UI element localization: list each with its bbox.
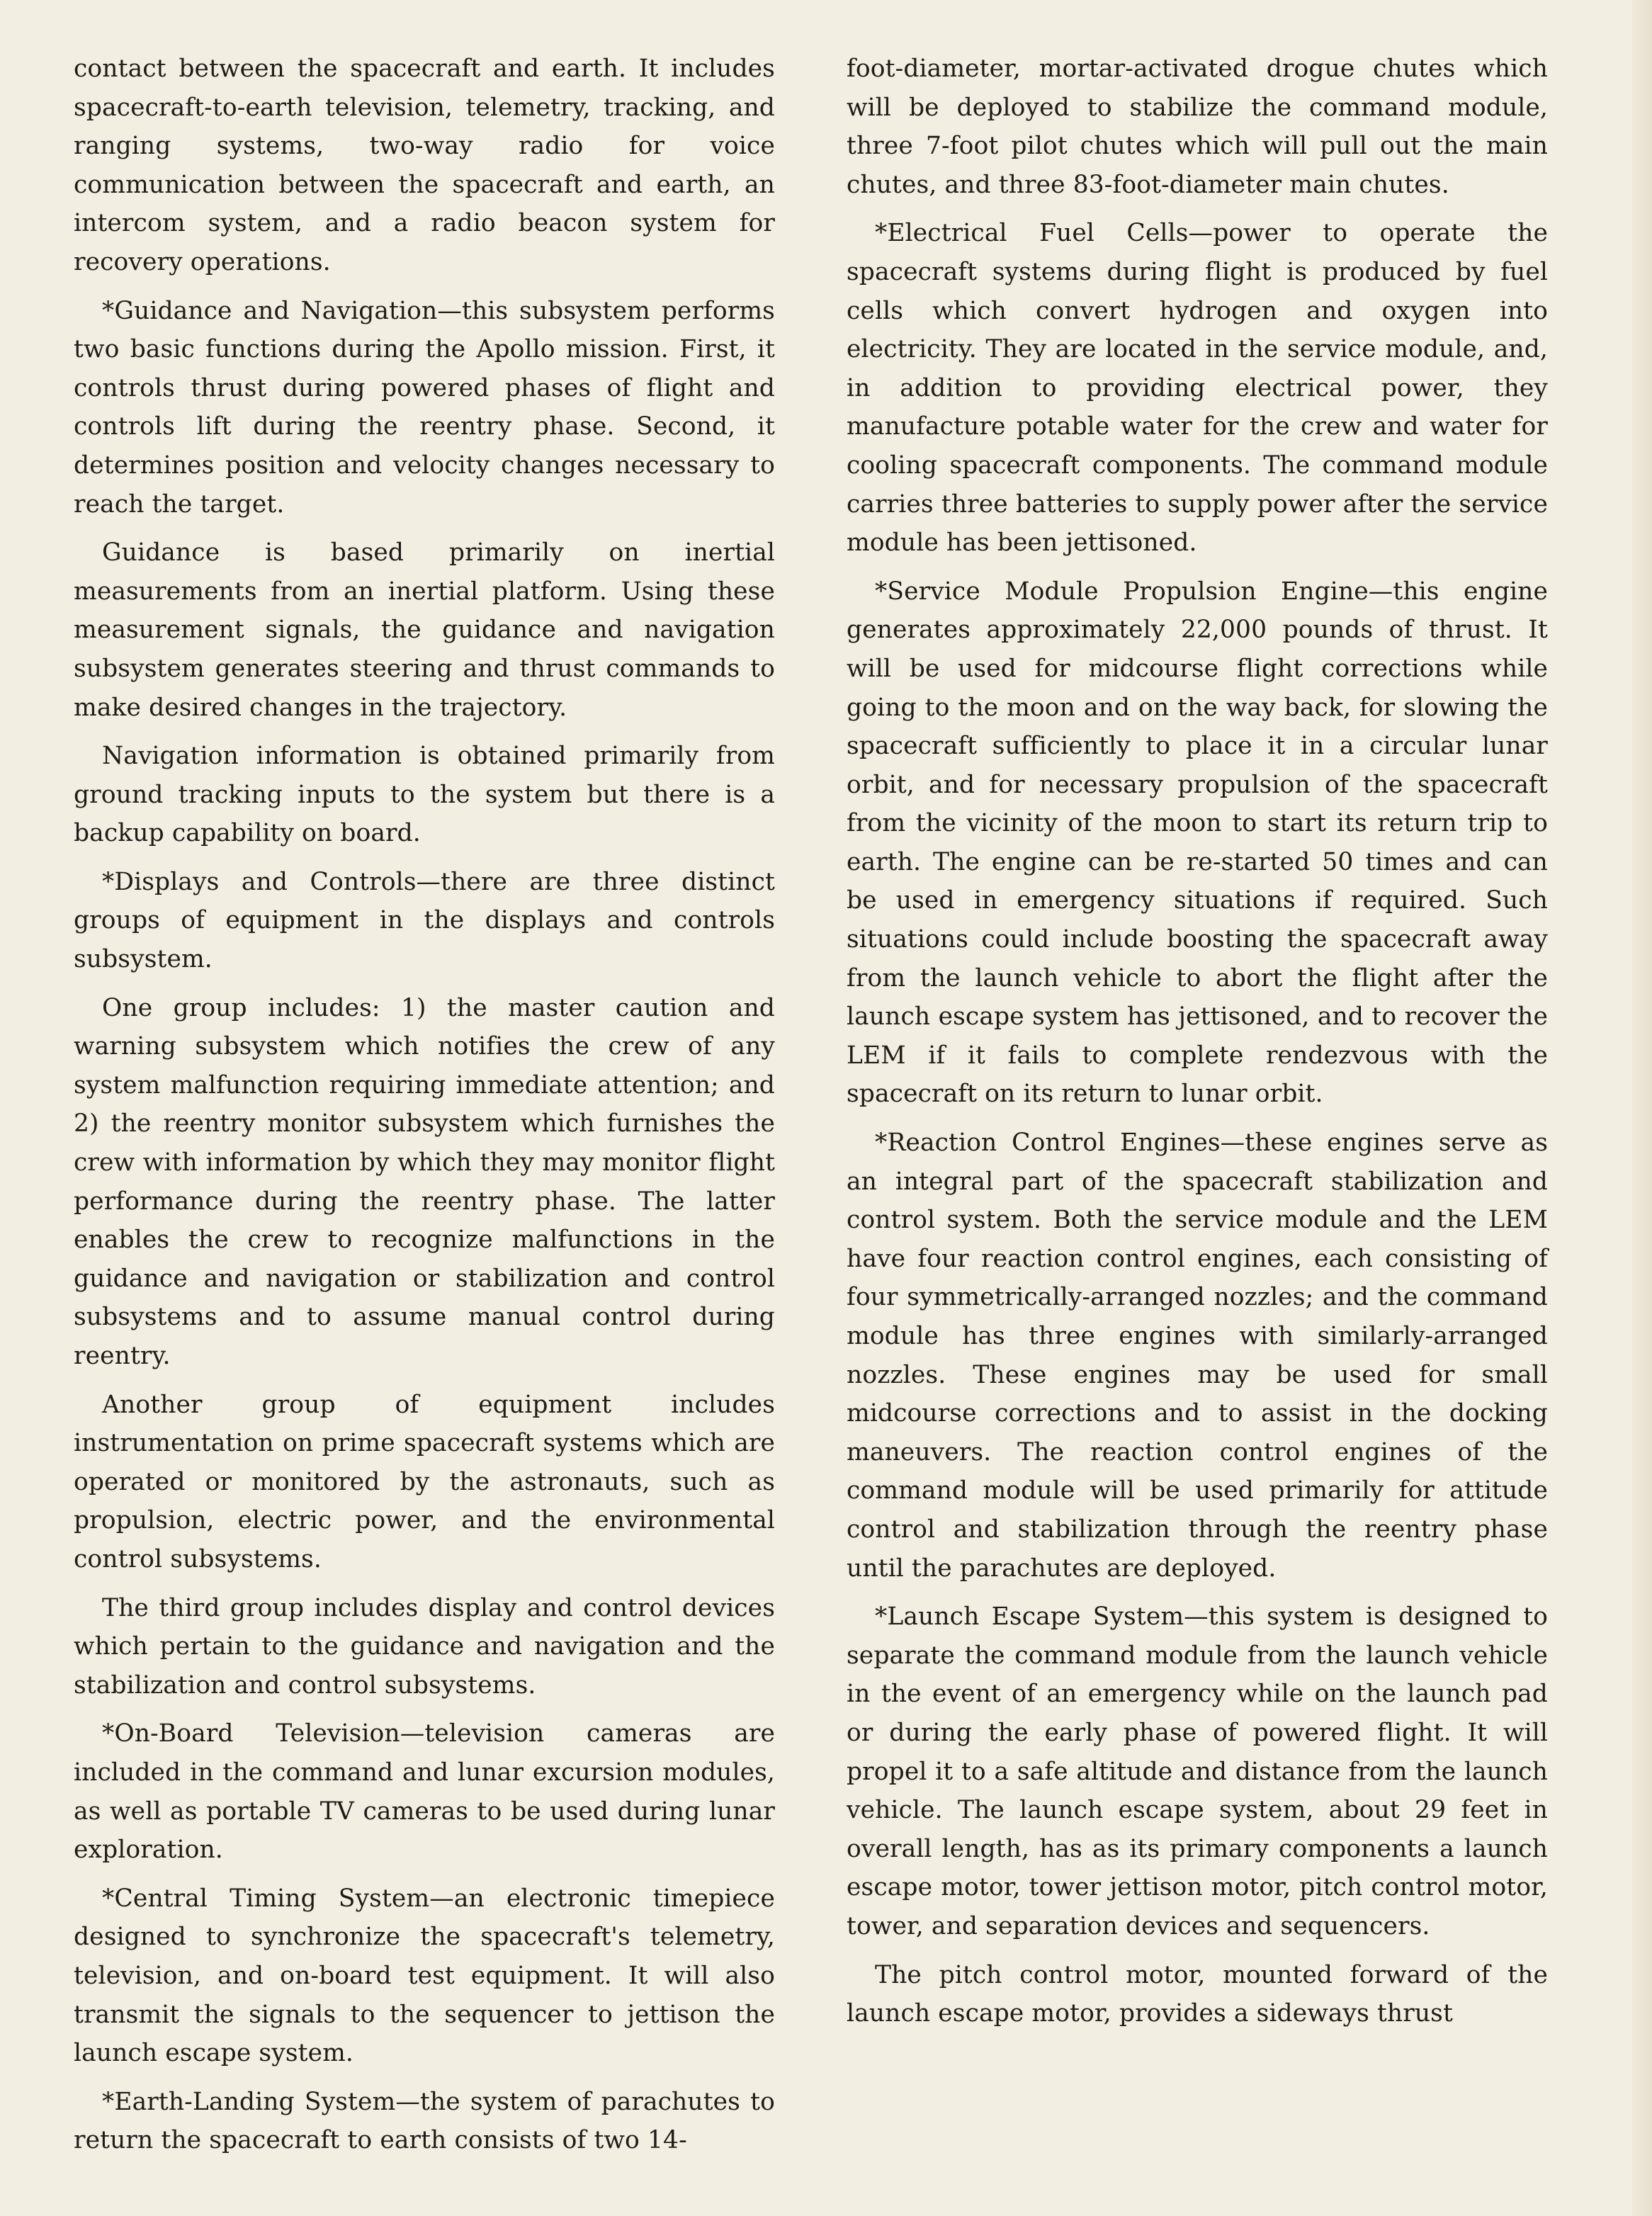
left-column bbox=[74, 50, 775, 2170]
paragraph-displays-controls: *Displays and Controls—there are three distinct groups of equipment in the displays and controls subsystem. bbox=[74, 867, 775, 974]
right-column bbox=[847, 50, 1548, 2043]
paragraph-launch-escape: *Launch Escape System—this system is designed to separate the command module from the launch vehicle in the event of an emergency while on the launch pad or during the early phase of powered flight. It will propel it to a safe altitude and distance from the launch vehicle. The launch escape system, about 29 feet in overall length, has as its primary components a launch escape motor, tower jettison motor, pitch control motor, tower, and separation devices and sequencers. bbox=[847, 1602, 1548, 1940]
paragraph-group-one: One group includes: 1) the master caution and warning subsystem which notifies the crew of any system malfunction requiring immediate attention; and 2) the reentry monitor subsystem which furnishes the crew with information by which they may monitor flight performance during the reentry phase. The latter enables the crew to recognize malfunctions in the guidance and navigation or stabilization and control subsystems and to assume manual control during reentry. bbox=[74, 993, 775, 1370]
paragraph-group-three: The third group includes display and control devices which pertain to the guidance and navigation and the stabilization and control subsystems. bbox=[74, 1593, 775, 1700]
paragraph-reaction-control: *Reaction Control Engines—these engines serve as an integral part of the spacecraft stabilization and control system. Both the service module and the LEM have four reaction control engines, each consisting of four symmetrically-arranged nozzles; and the command module has three engines with similarly-arranged nozzles. These engines may be used for small midcourse corrections and to assist in the docking maneuvers. The reaction control engines of the command module will be used primarily for attitude control and stabilization through the reentry phase until the parachutes are deployed. bbox=[847, 1129, 1548, 1583]
paragraph-earth-landing: *Earth-Landing System—the system of parachutes to return the spacecraft to earth consists of two 14- bbox=[74, 2087, 775, 2155]
paragraph-navigation-info: Navigation information is obtained primarily from ground tracking inputs to the system but there is a backup capability on board. bbox=[74, 742, 775, 848]
paragraph-guidance-inertial: Guidance is based primarily on inertial measurements from an inertial platform. Using these measurement signals, the guidance and navigation subsystem generates steering and thrust commands to make desired changes in the trajectory. bbox=[74, 538, 775, 722]
paragraph-fuel-cells: *Electrical Fuel Cells—power to operate the spacecraft systems during flight is produced by fuel cells which convert hydrogen and oxygen into electricity. They are located in the service module, and, in addition to providing electrical power, they manufacture potable water for the crew and water for cooling spacecraft components. The command module carries three batteries to supply power after the service module has been jettisoned. bbox=[847, 219, 1548, 558]
paragraph-central-timing: *Central Timing System—an electronic timepiece designed to synchronize the spacecraft's telemetry, television, and on-board test equipment. It will also transmit the signals to the sequencer to jettison the launch escape system. bbox=[74, 1884, 775, 2068]
paragraph-communications-cont: contact between the spacecraft and earth. It includes spacecraft-to-earth television, telemetry, tracking, and ranging systems, two-way radio for voice communication between the spacecraft and earth, an intercom system, and a radio beacon system for recovery operations. bbox=[74, 55, 775, 276]
paragraph-drogue-chutes-cont: foot-diameter, mortar-activated drogue chutes which will be deployed to stabilize the command module, three 7-foot pilot chutes which will pull out the main chutes, and three 83-foot-diameter main chutes. bbox=[847, 55, 1548, 199]
paragraph-group-two: Another group of equipment includes instrumentation on prime spacecraft systems which are operated or monitored by the astronauts, such as propulsion, electric power, and the environmental control subsystems. bbox=[74, 1390, 775, 1573]
paragraph-guidance-navigation: *Guidance and Navigation—this subsystem performs two basic functions during the Apollo mission. First, it controls thrust during powered phases of flight and controls lift during the reentry phase. Second, it determines position and velocity changes necessary to reach the target. bbox=[74, 296, 775, 519]
paragraph-pitch-control: The pitch control motor, mounted forward of the launch escape motor, provides a sideways thrust bbox=[847, 1960, 1548, 2028]
paragraph-onboard-television: *On-Board Television—television cameras are included in the command and lunar excursion modules, as well as portable TV cameras to be used during lunar exploration. bbox=[74, 1719, 775, 1865]
paragraph-propulsion-engine: *Service Module Propulsion Engine—this engine generates approximately 22,000 pounds of thrust. It will be used for midcourse flight corrections while going to the moon and on the way back, for slowing the spacecraft sufficiently to place it in a circular lunar orbit, and for necessary propulsion of the spacecraft from the vicinity of the moon to start its return trip to earth. The engine can be re-started 50 times and can be used in emergency situations if required. Such situations could include boosting the spacecraft away from the launch vehicle to abort the flight after the launch escape system has jettisoned, and to recover the LEM if it fails to complete rendezvous with the spacecraft on its return to lunar orbit. bbox=[847, 577, 1548, 1109]
page-edge bbox=[1632, 0, 1652, 2216]
